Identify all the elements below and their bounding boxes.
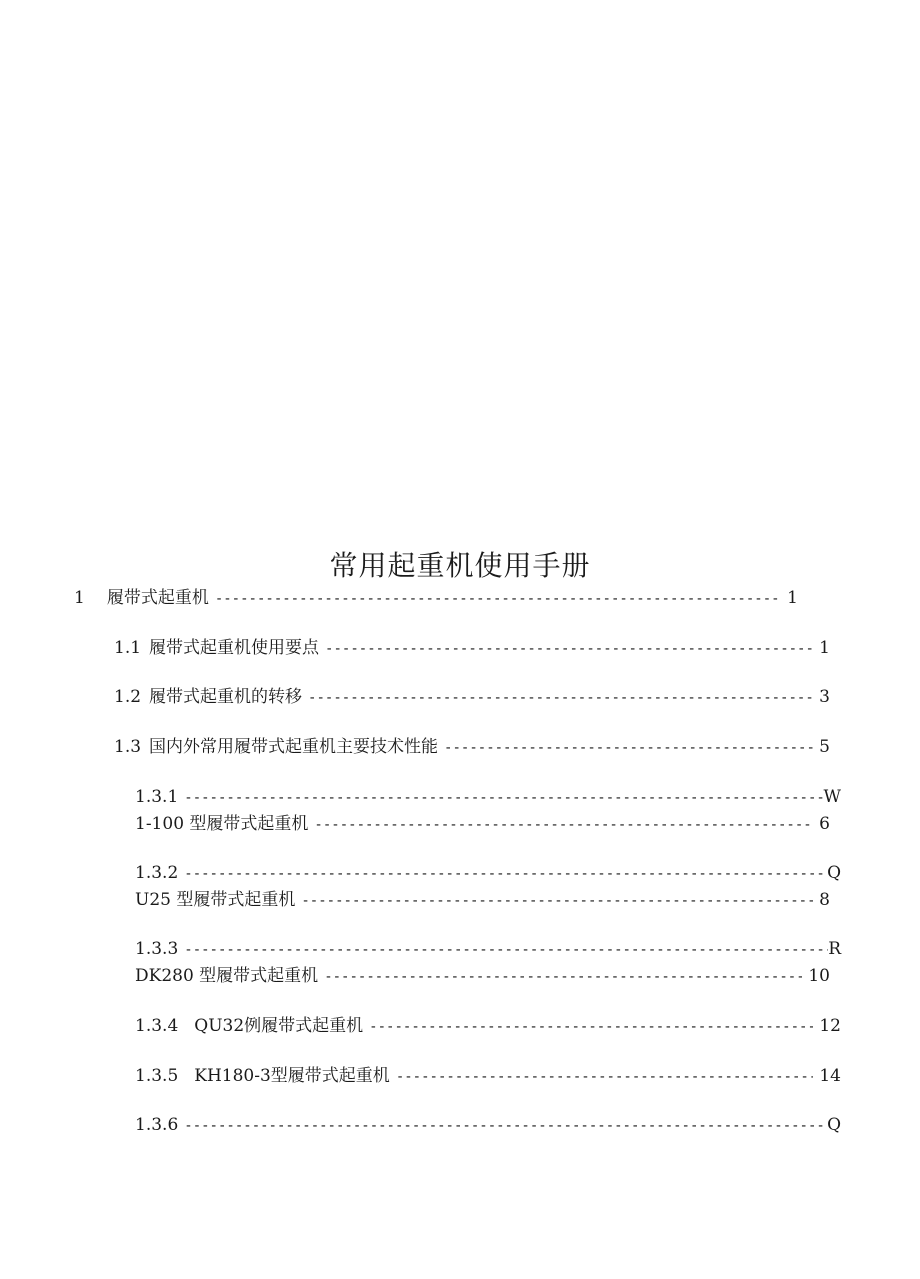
- document-title: 常用起重机使用手册: [329, 549, 591, 582]
- toc-entry-heading[interactable]: [135, 939, 841, 960]
- dot-leader: [184, 1116, 827, 1136]
- toc-entry[interactable]: [135, 890, 830, 911]
- toc-number: 1.3.1: [135, 787, 179, 807]
- toc-page: 14: [819, 1066, 841, 1086]
- toc-text: U25 型履带式起重机: [135, 890, 296, 910]
- dot-leader: [325, 639, 813, 659]
- dot-leader: [184, 864, 827, 884]
- toc-suffix: W: [823, 787, 841, 807]
- toc-number: 1.1: [114, 638, 142, 658]
- toc-entry[interactable]: [135, 1016, 841, 1037]
- toc-page: 5: [819, 737, 830, 757]
- dot-leader: [369, 1017, 813, 1037]
- toc-number: 1.3.2: [135, 863, 179, 883]
- toc-suffix: Q: [827, 1115, 841, 1135]
- toc-page: 8: [819, 890, 830, 910]
- toc-page: 6: [819, 814, 830, 834]
- toc-entry-heading[interactable]: [135, 863, 841, 884]
- toc-entry[interactable]: [135, 1066, 841, 1087]
- toc-text: KH180-3型履带式起重机: [194, 1066, 390, 1086]
- dot-leader: [324, 967, 802, 987]
- toc-page: 10: [808, 966, 830, 986]
- dot-leader: [184, 940, 828, 960]
- toc-number: 1.3.6: [135, 1115, 179, 1135]
- toc-text: DK280 型履带式起重机: [135, 966, 319, 986]
- toc-entry[interactable]: [74, 588, 798, 609]
- toc-text: QU32例履带式起重机: [194, 1016, 364, 1036]
- toc-text: 履带式起重机: [106, 588, 209, 608]
- toc-number: 1.3.5: [135, 1066, 179, 1086]
- toc-entry-heading[interactable]: [135, 1115, 841, 1136]
- toc-entry-heading[interactable]: [135, 787, 841, 808]
- dot-leader: [396, 1067, 814, 1087]
- toc-text: 履带式起重机的转移: [149, 687, 303, 707]
- toc-number: 1: [74, 588, 85, 608]
- dot-leader: [314, 815, 813, 835]
- toc-suffix: Q: [827, 863, 841, 883]
- dot-leader: [444, 738, 813, 758]
- dot-leader: [215, 589, 781, 609]
- toc-number: 1.3: [114, 737, 142, 757]
- toc-page: 1: [787, 588, 798, 608]
- toc-entry[interactable]: [114, 687, 830, 708]
- dot-leader: [184, 788, 823, 808]
- toc-page: 1: [819, 638, 830, 658]
- toc-entry[interactable]: [135, 966, 830, 987]
- toc-entry[interactable]: [135, 814, 830, 835]
- toc-page: 3: [819, 687, 830, 707]
- toc-text: 履带式起重机使用要点: [149, 638, 320, 658]
- toc-suffix: R: [828, 939, 841, 959]
- toc-entry[interactable]: [114, 737, 830, 758]
- toc-page: 12: [819, 1016, 841, 1036]
- toc-text: 1-100 型履带式起重机: [135, 814, 309, 834]
- dot-leader: [301, 891, 813, 911]
- toc-number: 1.3.3: [135, 939, 179, 959]
- toc-entry[interactable]: [114, 638, 830, 659]
- toc-number: 1.2: [114, 687, 142, 707]
- toc-text: 国内外常用履带式起重机主要技术性能: [149, 737, 439, 757]
- dot-leader: [308, 688, 813, 708]
- toc-number: 1.3.4: [135, 1016, 179, 1036]
